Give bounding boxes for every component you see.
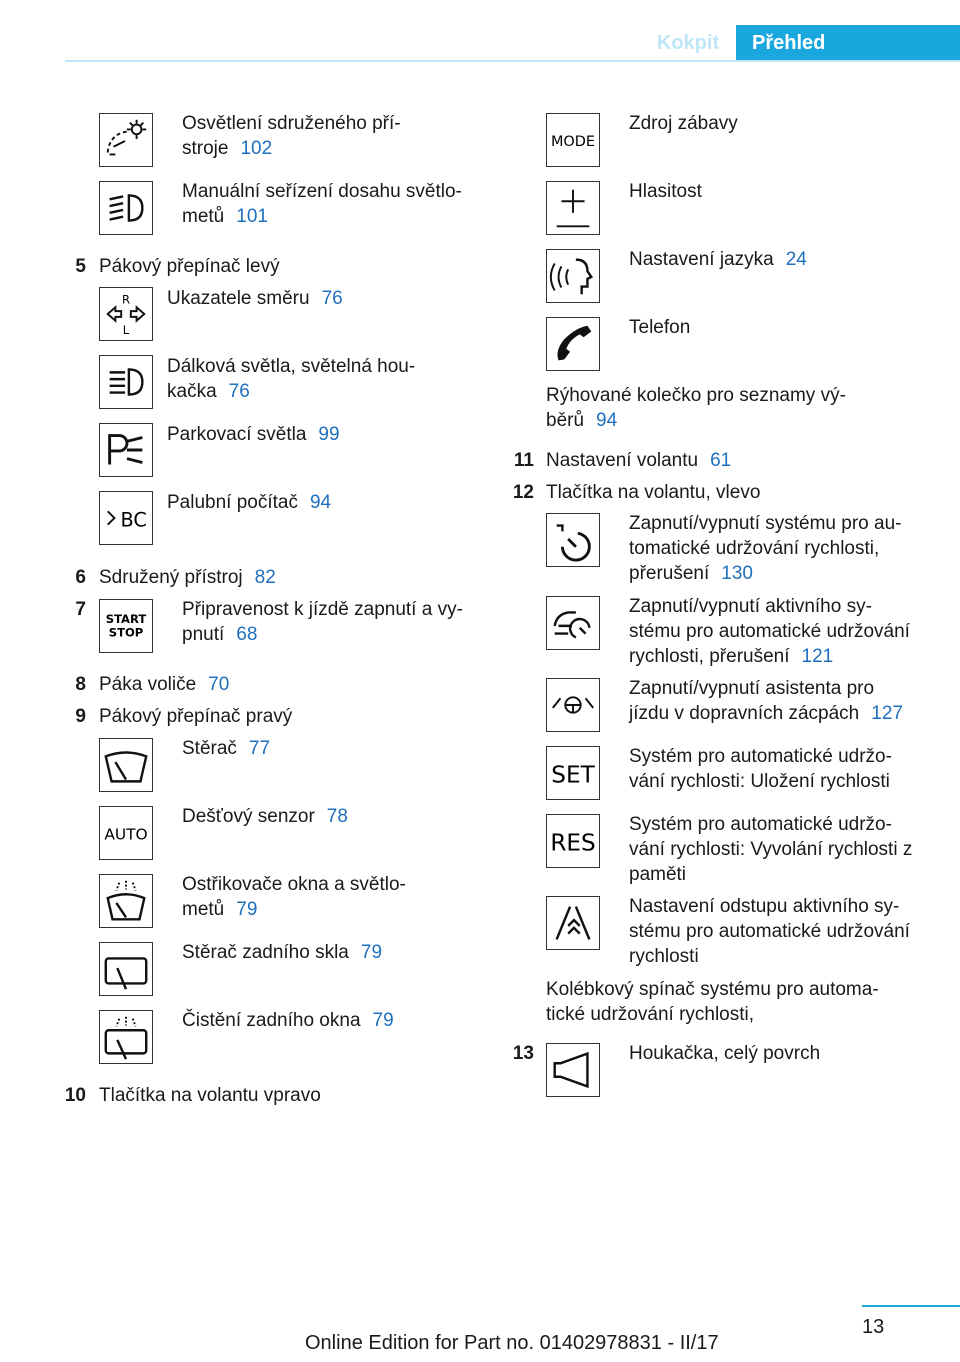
page-link[interactable]: 79: [236, 899, 258, 920]
item-rear-washer: Čistění zadního okna 79: [182, 1010, 394, 1031]
set-speed-icon: [546, 746, 600, 800]
res-label: RES: [550, 830, 596, 857]
item-distance-setting: Nastavení odstupu aktivního sy- stému pro automatické udržování rychlosti: [629, 896, 910, 967]
page-link[interactable]: 70: [208, 674, 230, 695]
header-divider: [65, 60, 960, 62]
page-link[interactable]: 78: [326, 806, 348, 827]
tab-kokpit[interactable]: Kokpit: [656, 32, 720, 54]
item-horn: Houkačka, celý povrch: [629, 1043, 821, 1064]
page-link[interactable]: 99: [318, 424, 340, 445]
traffic-jam-assistant-icon: [546, 678, 600, 732]
headlight-range-icon: [99, 181, 153, 235]
mode-icon: [546, 113, 600, 167]
resume-speed-icon: [546, 814, 600, 868]
page-link[interactable]: 101: [236, 206, 268, 227]
page-link[interactable]: 76: [321, 288, 343, 309]
parking-lights-icon: [99, 423, 153, 477]
item-number: 11: [513, 450, 534, 471]
page-link[interactable]: 61: [710, 450, 732, 471]
start-label: START: [105, 612, 147, 627]
active-cruise-control-icon: [546, 596, 600, 650]
page-link[interactable]: 77: [248, 738, 271, 759]
page-link[interactable]: 24: [785, 249, 807, 270]
horn-icon: [546, 1043, 600, 1097]
item-number: 13: [512, 1043, 534, 1064]
item-number: 5: [75, 256, 86, 277]
section-left-stalk: Pákový přepínač levý: [99, 256, 280, 277]
item-high-beam: Dálková světla, světelná hou- kačka 76: [167, 356, 416, 402]
section-left-steering-buttons: Tlačítka na volantu, vlevo: [546, 482, 761, 503]
cruise-control-icon: [546, 513, 600, 567]
item-number: 8: [75, 674, 86, 695]
item-selector-lever: Páka voliče 70: [99, 674, 230, 695]
page-link[interactable]: 94: [596, 410, 618, 431]
page-link[interactable]: 94: [309, 492, 332, 513]
mode-label: MODE: [550, 133, 596, 150]
item-number: 10: [64, 1085, 86, 1106]
item-voice-control: Nastavení jazyka 24: [629, 249, 807, 270]
rear-washer-icon: [99, 1010, 153, 1064]
phone-icon: [546, 317, 600, 371]
item-washer: Ostřikovače okna a světlo- metů 79: [182, 874, 406, 920]
item-steering-wheel-adjust: Nastavení volantu 61: [546, 450, 732, 471]
page-link[interactable]: 130: [721, 563, 753, 584]
edition-note: Online Edition for Part no. 01402978831 - II/17: [305, 1332, 719, 1354]
stop-label: STOP: [108, 625, 144, 640]
rain-sensor-icon: [99, 806, 153, 860]
instrument-lighting-icon: [99, 113, 153, 167]
turn-signal-l-label: L: [122, 323, 130, 338]
item-cruise-control: Zapnutí/vypnutí systému pro au- tomatické udržování rychlosti, přerušení 130: [629, 513, 902, 584]
set-label: SET: [551, 762, 595, 789]
page-link[interactable]: 127: [871, 703, 903, 724]
start-stop-icon: [99, 599, 153, 653]
rear-wiper-icon: [99, 942, 153, 996]
item-number: 7: [75, 599, 86, 620]
auto-label: AUTO: [104, 825, 148, 844]
page-link[interactable]: 79: [372, 1010, 394, 1031]
item-thumbwheel: Rýhované kolečko pro seznamy vý- běrů 94: [546, 385, 846, 431]
turn-signal-r-label: R: [121, 292, 131, 307]
page-header: [0, 25, 960, 61]
item-number: 12: [512, 482, 534, 503]
item-rain-sensor: Dešťový senzor 78: [182, 806, 348, 827]
item-start-stop: Připravenost k jízdě zapnutí a vy- pnutí 68: [182, 599, 463, 645]
page-link[interactable]: 102: [240, 138, 273, 159]
item-rear-wiper: Stěrač zadního skla 79: [182, 942, 383, 963]
item-instrument-lighting: Osvětlení sdruženého pří- stroje 102: [182, 113, 401, 159]
distance-setting-icon: [546, 896, 600, 950]
item-onboard-computer: Palubní počítač 94: [167, 492, 332, 513]
item-headlight-range: Manuální seřízení dosahu světlo- metů 101: [182, 181, 462, 227]
page-number: 13: [862, 1316, 885, 1338]
item-telephone: Telefon: [629, 317, 691, 338]
page-link[interactable]: 79: [360, 942, 383, 963]
item-set-speed: Systém pro automatické udržo- vání rychlosti: Uložení rychlosti: [629, 746, 892, 792]
item-entertainment-source: Zdroj zábavy: [629, 113, 738, 134]
voice-control-icon: [546, 249, 600, 303]
washer-icon: [99, 874, 153, 928]
item-resume-speed: Systém pro automatické udržo- vání rychlosti: Vyvolání rychlosti z paměti: [629, 814, 913, 885]
item-wiper: Stěrač 77: [182, 738, 271, 759]
section-right-stalk: Pákový přepínač pravý: [99, 706, 293, 727]
wiper-icon: [99, 738, 153, 792]
page-link[interactable]: 68: [236, 624, 258, 645]
footer-divider: [862, 1305, 960, 1307]
bc-label: BC: [120, 508, 147, 532]
item-number: 6: [75, 567, 86, 588]
item-parking-lights: Parkovací světla 99: [167, 424, 340, 445]
item-traffic-jam-assistant: Zapnutí/vypnutí asistenta pro jízdu v dopravních zácpách 127: [629, 678, 903, 724]
item-instrument-cluster: Sdružený přístroj 82: [99, 567, 276, 588]
page-link[interactable]: 121: [801, 646, 834, 667]
item-turn-signals: Ukazatele směru 76: [167, 288, 343, 309]
item-rocker-switch: Kolébkový spínač systému pro automa- tické udržování rychlosti,: [546, 979, 879, 1025]
page-link[interactable]: 76: [228, 381, 250, 402]
item-number: 9: [75, 706, 86, 727]
high-beam-icon: [99, 355, 153, 409]
volume-icon: [546, 181, 600, 235]
section-right-steering-buttons: Tlačítka na volantu vpravo: [99, 1085, 321, 1106]
page-link[interactable]: 82: [254, 567, 276, 588]
tab-prehled[interactable]: Přehled: [736, 25, 960, 61]
turn-signal-icon: [99, 287, 153, 341]
item-volume: Hlasitost: [629, 181, 702, 202]
onboard-computer-icon: [99, 491, 153, 545]
item-active-cruise-control: Zapnutí/vypnutí aktivního sy- stému pro automatické udržování rychlosti, přerušení 121: [629, 596, 910, 667]
